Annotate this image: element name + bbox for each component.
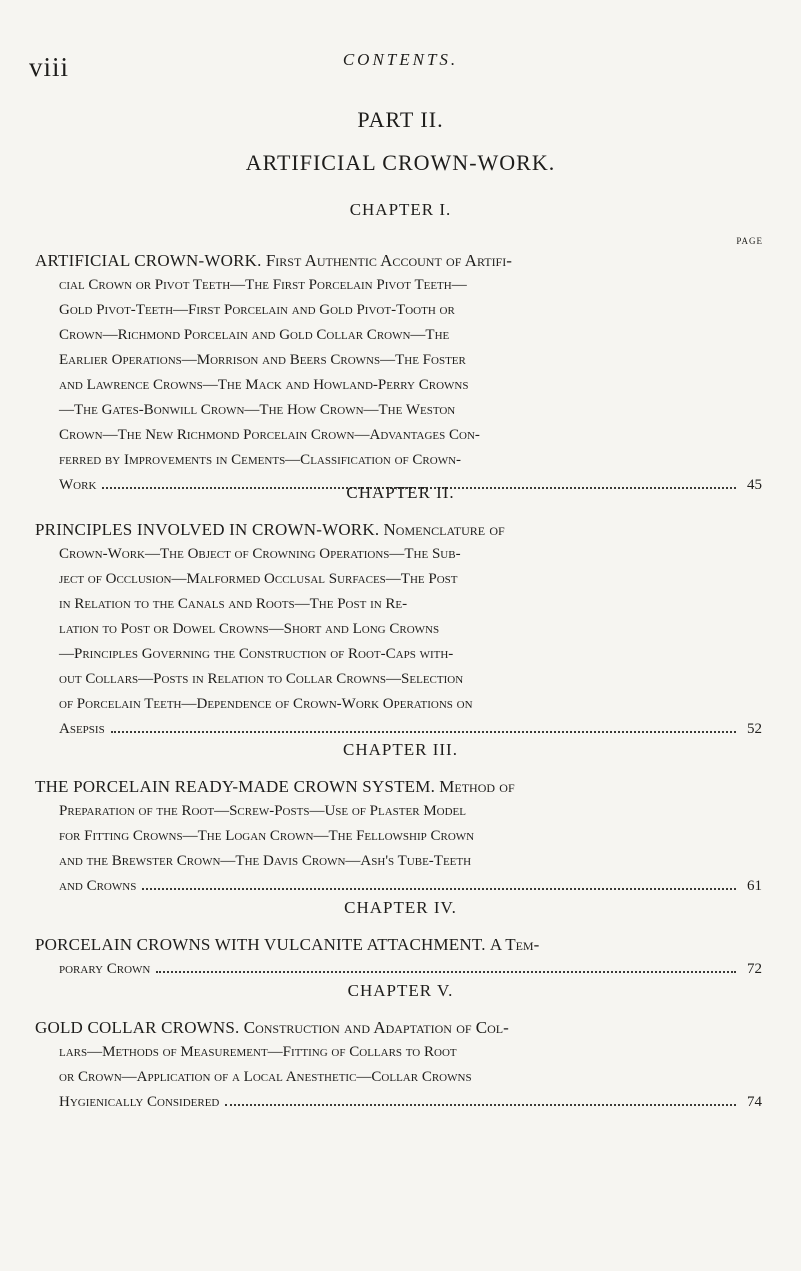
- chapter-title: THE PORCELAIN READY-MADE CROWN SYSTEM.: [35, 777, 436, 796]
- toc-line: cial Crown or Pivot Teeth—The First Porcelain Pivot Teeth—: [59, 277, 467, 293]
- toc-line: PORCELAIN CROWNS WITH VULCANITE ATTACHMENT. A Tem-: [35, 935, 540, 954]
- toc-line: Earlier Operations—Morrison and Beers Crowns—The Foster: [59, 352, 466, 368]
- toc-line: out Collars—Posts in Relation to Collar Crowns—Selection: [59, 671, 464, 687]
- chapter-2: [0, 483, 801, 742]
- chapter-title: PRINCIPLES INVOLVED IN CROWN-WORK.: [35, 520, 380, 539]
- chapter-4: [0, 898, 801, 982]
- toc-line-last: Work 45: [35, 473, 762, 498]
- toc-entry: [35, 774, 762, 899]
- chapter-heading: CHAPTER II.: [346, 483, 455, 502]
- page-number: viii: [29, 52, 70, 82]
- dot-leader: [225, 1103, 736, 1106]
- toc-entry: [35, 932, 762, 982]
- toc-line: PRINCIPLES INVOLVED IN CROWN-WORK. Nomenclature of: [35, 520, 505, 539]
- toc-line: for Fitting Crowns—The Logan Crown—The Fellowship Crown: [59, 828, 475, 844]
- dot-leader: [142, 887, 736, 890]
- page-reference: 52: [747, 721, 762, 737]
- toc-line: Crown—The New Richmond Porcelain Crown—Advantages Con-: [59, 427, 480, 443]
- chapter-title: GOLD COLLAR CROWNS.: [35, 1018, 240, 1037]
- toc-line: or Crown—Application of a Local Anesthetic—Collar Crowns: [59, 1069, 472, 1085]
- toc-line: lars—Methods of Measurement—Fitting of Collars to Root: [59, 1044, 457, 1060]
- page-column-label: PAGE: [736, 236, 763, 246]
- toc-entry: [35, 1015, 762, 1115]
- dot-leader: [156, 970, 736, 973]
- chapter-1: [0, 200, 801, 498]
- toc-line: ferred by Improvements in Cements—Classification of Crown-: [59, 452, 462, 468]
- page-reference: 74: [747, 1094, 762, 1110]
- chapter-heading: CHAPTER IV.: [344, 898, 457, 917]
- toc-line: —The Gates-Bonwill Crown—The How Crown—The Weston: [59, 402, 456, 418]
- toc-line-last: porary Crown 72: [35, 957, 762, 982]
- page-reference: 45: [747, 477, 762, 493]
- chapter-3: [0, 740, 801, 899]
- toc-line-last: Asepsis 52: [35, 717, 762, 742]
- part-subtitle: ARTIFICIAL CROWN-WORK.: [245, 150, 556, 175]
- toc-line: Crown-Work—The Object of Crowning Operations—The Sub-: [59, 546, 461, 562]
- page-reference: 61: [747, 878, 762, 894]
- page-header: [0, 50, 801, 90]
- toc-line: THE PORCELAIN READY-MADE CROWN SYSTEM. Method of: [35, 777, 515, 796]
- toc-line: ject of Occlusion—Malformed Occlusal Surfaces—The Post: [59, 571, 458, 587]
- chapter-5: [0, 981, 801, 1115]
- toc-line: of Porcelain Teeth—Dependence of Crown-Work Operations on: [59, 696, 473, 712]
- toc-line-last: Hygienically Considered 74: [35, 1090, 762, 1115]
- chapter-heading: CHAPTER V.: [347, 981, 454, 1000]
- chapter-heading: CHAPTER I.: [349, 200, 452, 219]
- part-title: PART II.: [357, 107, 444, 132]
- toc-entry: [35, 248, 762, 498]
- toc-line: Crown—Richmond Porcelain and Gold Collar Crown—The: [59, 327, 450, 343]
- chapter-title: ARTIFICIAL CROWN-WORK.: [35, 251, 262, 270]
- toc-line: ARTIFICIAL CROWN-WORK. First Authentic Account of Artifi-: [35, 251, 512, 270]
- toc-line-last: and Crowns 61: [35, 874, 762, 899]
- toc-line: in Relation to the Canals and Roots—The Post in Re-: [59, 596, 408, 612]
- toc-entry: [35, 517, 762, 742]
- toc-line: GOLD COLLAR CROWNS. Construction and Adaptation of Col-: [35, 1018, 509, 1037]
- toc-line: and the Brewster Crown—The Davis Crown—Ash's Tube-Teeth: [59, 853, 472, 869]
- page-reference: 72: [747, 961, 762, 977]
- running-title: CONTENTS.: [342, 50, 459, 69]
- chapter-title: PORCELAIN CROWNS WITH VULCANITE ATTACHMENT.: [35, 935, 486, 954]
- toc-line: and Lawrence Crowns—The Mack and Howland-Perry Crowns: [59, 377, 469, 393]
- toc-line: lation to Post or Dowel Crowns—Short and Long Crowns: [59, 621, 440, 637]
- chapter-heading: CHAPTER III.: [343, 740, 458, 759]
- toc-line: Gold Pivot-Teeth—First Porcelain and Gold Pivot-Tooth or: [59, 302, 455, 318]
- toc-line: Preparation of the Root—Screw-Posts—Use of Plaster Model: [59, 803, 466, 819]
- dot-leader: [111, 730, 736, 733]
- toc-line: —Principles Governing the Construction of Root-Caps with-: [59, 646, 454, 662]
